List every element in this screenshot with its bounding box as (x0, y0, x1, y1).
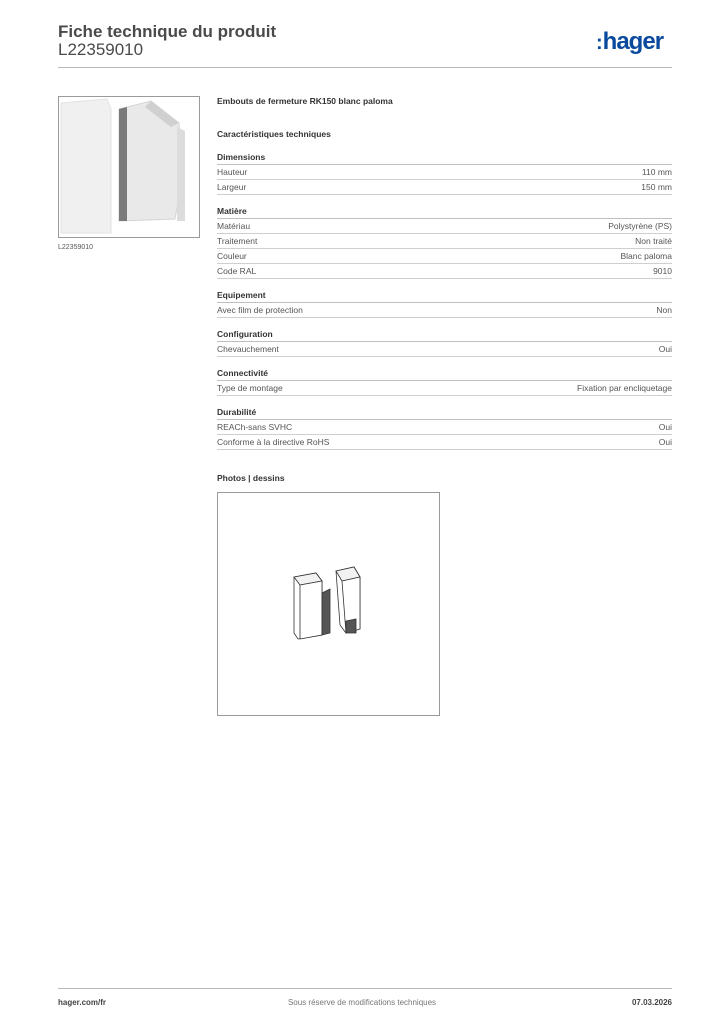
hager-logo (596, 28, 663, 56)
group-durabilite (217, 406, 672, 450)
thumbnail-caption: L22359010 (58, 244, 94, 251)
spec-value: Oui (658, 422, 672, 432)
product-drawing (217, 492, 440, 716)
spec-row (217, 381, 672, 396)
spec-row (217, 219, 672, 234)
spec-row (217, 303, 672, 318)
group-title: Configuration (217, 328, 672, 342)
spec-value: 9010 (653, 266, 672, 276)
footer-divider (58, 988, 672, 989)
spec-label: Avec film de protection (217, 305, 303, 315)
spec-row (217, 342, 672, 357)
spec-row (217, 180, 672, 195)
group-title: Durabilité (217, 406, 672, 420)
footer-notice: Sous réserve de modifications techniques (287, 998, 437, 1007)
group-title: Dimensions (217, 151, 672, 165)
spec-label: Code RAL (217, 266, 257, 276)
footer-website: hager.com/fr (58, 998, 107, 1007)
spec-row (217, 420, 672, 435)
spec-label: Matériau (217, 221, 251, 231)
group-equipement (217, 289, 672, 318)
spec-value: Non (656, 305, 672, 315)
logo-prefix: : (596, 32, 603, 54)
product-reference: L22359010 (58, 40, 144, 59)
spec-value: Fixation par encliquetage (577, 383, 672, 393)
spec-value: 150 mm (641, 182, 672, 192)
footer-date: 07.03.2026 (631, 998, 672, 1007)
header-divider (58, 67, 672, 68)
spec-label: Chevauchement (217, 344, 279, 354)
spec-label: Conforme à la directive RoHS (217, 437, 330, 447)
spec-value: 110 mm (641, 167, 672, 177)
spec-value: Oui (658, 437, 672, 447)
group-title: Connectivité (217, 367, 672, 381)
group-matiere (217, 205, 672, 279)
spec-label: Largeur (217, 182, 247, 192)
spec-row (217, 165, 672, 180)
spec-value: Non traité (635, 236, 672, 246)
spec-label: Hauteur (217, 167, 248, 177)
logo-text: hager (602, 28, 664, 55)
spec-label: Couleur (217, 251, 247, 261)
photos-section-title: Photos | dessins (217, 473, 285, 483)
group-dimensions (217, 151, 672, 195)
group-title: Matière (217, 205, 672, 219)
spec-label: Type de montage (217, 383, 283, 393)
spec-label: REACh-sans SVHC (217, 422, 293, 432)
spec-value: Blanc paloma (620, 251, 672, 261)
product-name: Embouts de fermeture RK150 blanc paloma (217, 96, 393, 106)
page-title: Fiche technique du produit (58, 22, 277, 41)
group-configuration (217, 328, 672, 357)
spec-value: Oui (658, 344, 672, 354)
specs-section-title: Caractéristiques techniques (217, 129, 331, 139)
spec-row (217, 435, 672, 450)
product-thumbnail (58, 96, 200, 238)
spec-row (217, 234, 672, 249)
group-title: Equipement (217, 289, 672, 303)
end-cap-thumbnail-image (59, 97, 199, 237)
spec-row (217, 264, 672, 279)
end-caps-drawing (218, 493, 439, 715)
group-connectivite (217, 367, 672, 396)
spec-row (217, 249, 672, 264)
spec-value: Polystyrène (PS) (608, 221, 672, 231)
spec-content (217, 96, 672, 460)
spec-label: Traitement (217, 236, 258, 246)
